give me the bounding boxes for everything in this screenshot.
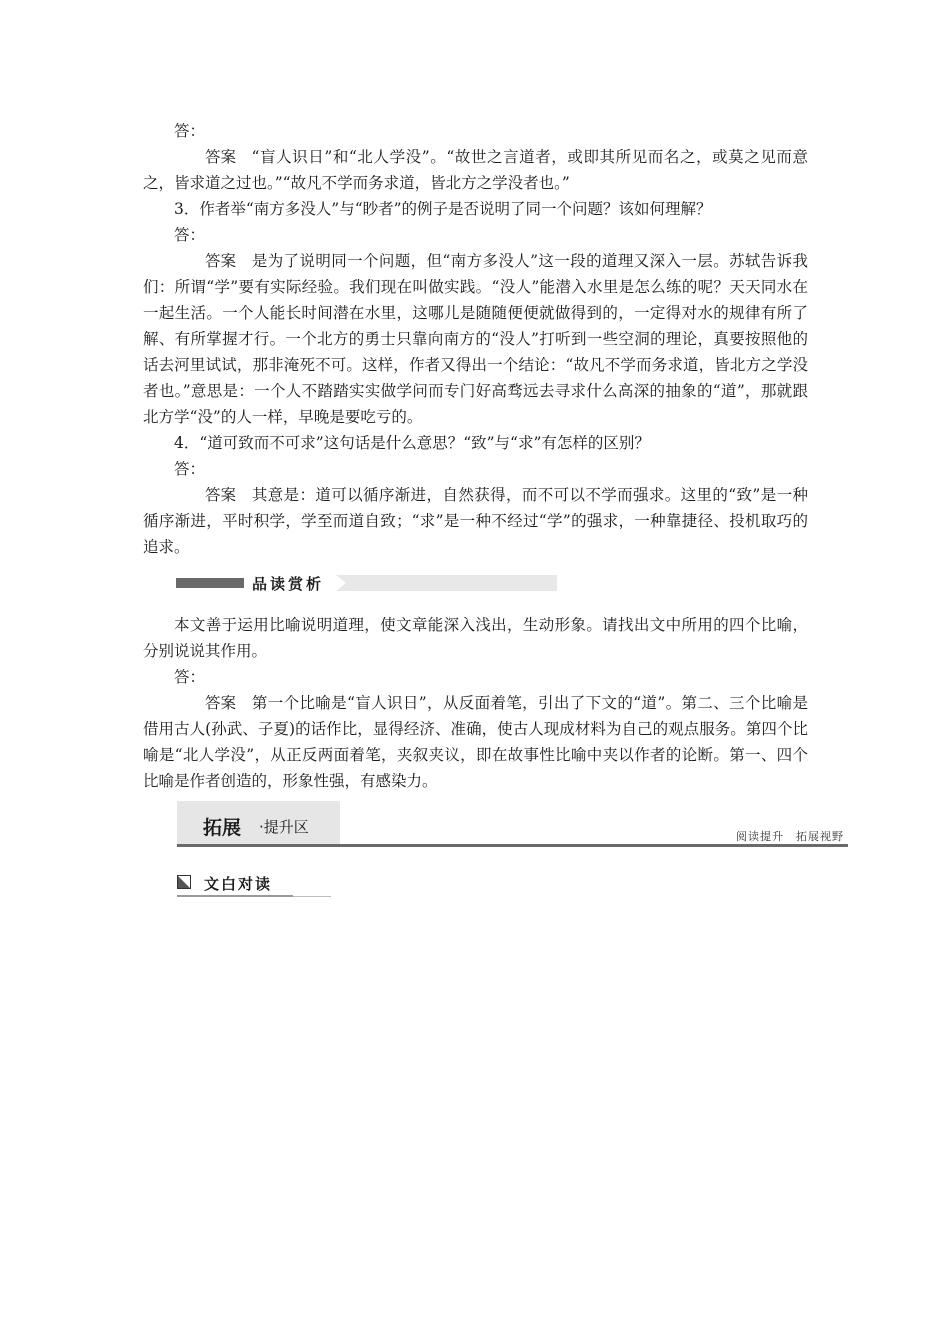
appreciation-question: 本文善于运用比喻说明道理，使文章能深入浅出，生动形象。请找出文中所用的四个比喻，分别说说其作用。	[143, 616, 808, 660]
section-bar-light	[336, 575, 557, 591]
answer-key-label: 答案	[205, 148, 237, 166]
sub-section-underline-light	[293, 896, 331, 897]
section-title: 品读赏析	[248, 573, 334, 594]
sub-section-title: 文白对读	[204, 875, 273, 893]
q4-question: 4．“道可致而不可求”这句话是什么意思？“致”与“求”有怎样的区别？	[174, 434, 650, 452]
sub-section-underline	[177, 895, 293, 897]
answer-key-label: 答案	[205, 252, 237, 270]
q4-answer: 答案 其意是：道可以循序渐进，自然获得，而不可以不学而强求。这里的“致”是一种循序渐进，平时积学，学至而道自致；“求”是一种不经过“学”的强求，一种靠捷径、投机取巧的追求。	[143, 482, 808, 560]
appreciation-section-header	[176, 574, 557, 592]
section-bar-dark	[176, 578, 244, 588]
answer-prompt: 答：	[174, 226, 206, 244]
main-content	[143, 118, 808, 794]
extension-title: 拓展	[203, 817, 242, 839]
extension-subtitle: ·提升区	[259, 818, 309, 836]
q3-answer: 答案 是为了说明同一个问题，但“南方多没人”这一段的道理又深入一层。苏轼告诉我们：所谓“学”要有实际经验。我们现在叫做实践。“没人”能潜入水里是怎么练的呢？天天同水在一起生活。一个人能长时间潜在水里，这哪儿是随随便便就做得到的，一定得对水的规律有所了解、有所掌握才行。一个北方的勇士只靠向南方的“没人”打听到一些空洞的理论，真要按照他的话去河里试试，那非淹死不可。这样，作者又得出一个结论：“故凡不学而务求道，皆北方之学没者也。”意思是：一个人不踏踏实实做学问而专门好高骛远去寻求什么高深的抽象的“道”，那就跟北方学“没”的人一样，早晚是要吃亏的。	[143, 248, 808, 430]
answer-prompt: 答：	[174, 668, 206, 686]
section-chevron-icon	[336, 575, 346, 591]
extension-right-text: 阅读提升 拓展视野	[736, 830, 844, 843]
answer-prompt: 答：	[174, 460, 206, 478]
appreciation-answer: 答案 第一个比喻是“盲人识日”，从反面着笔，引出了下文的“道”。第二、三个比喻是借用古人(孙武、子夏)的话作比，显得经济、准确，使古人现成材料为自己的观点服务。第四个比喻是“北人学没”，从正反两面着笔，夹叙夹议，即在故事性比喻中夹以作者的论断。第一、四个比喻是作者创造的，形象性强，有感染力。	[143, 690, 808, 794]
answer-key-label: 答案	[205, 486, 237, 504]
answer-prompt: 答：	[174, 122, 206, 140]
q3-question: 3．作者举“南方多没人”与“眇者”的例子是否说明了同一个问题？该如何理解？	[174, 200, 712, 218]
extension-rule	[177, 844, 848, 847]
extension-header	[177, 801, 848, 847]
sub-section-header	[177, 873, 331, 899]
answer-key-label: 答案	[205, 694, 237, 712]
corner-triangle-icon	[177, 875, 191, 889]
q2-answer: 答案 “盲人识日”和“北人学没”。“故世之言道者，或即其所见而名之，或莫之见而意之，皆求道之过也。”“故凡不学而务求道，皆北方之学没者也。”	[143, 144, 808, 196]
